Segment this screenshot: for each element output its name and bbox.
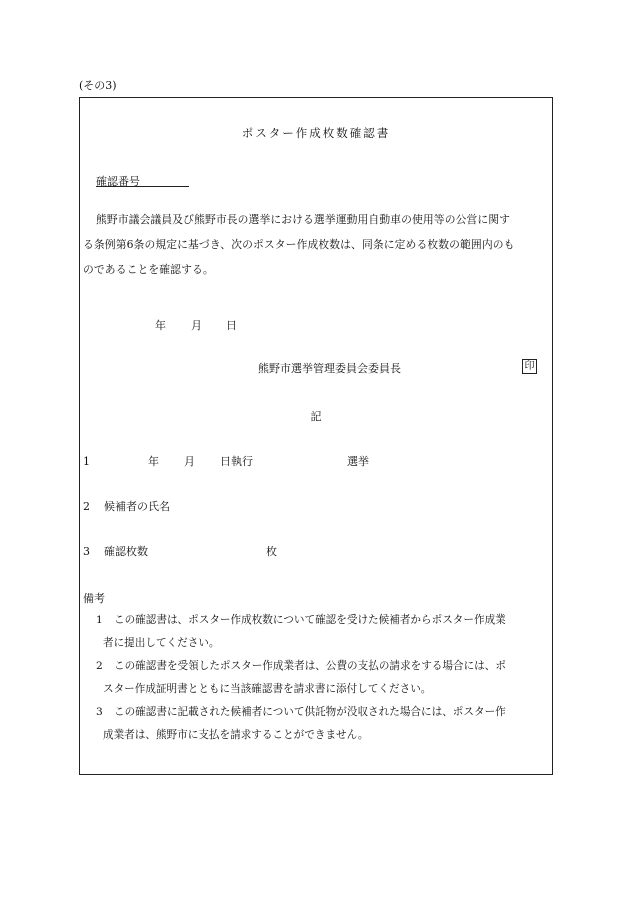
date-month-label: 月 xyxy=(191,319,202,332)
statement-line-2: る条例第6条の規定に基づき、次のポスター作成枚数は、同条に定める枚数の範囲内のも xyxy=(83,238,515,251)
notes-heading: 備考 xyxy=(83,592,105,605)
statement-line-1: 熊野市議会議員及び熊野市長の選挙における選挙運動用自動車の使用等の公営に関す xyxy=(96,213,511,226)
note-1-line-1: この確認書は、ポスター作成枚数について確認を受けた候補者からポスター作成業 xyxy=(114,614,506,626)
form-number-label: (その3) xyxy=(79,79,117,92)
item-1-election-label: 選挙 xyxy=(347,455,369,468)
note-3-line-1: この確認書に記載された候補者について供託物が没収された場合には、ポスター作 xyxy=(114,706,506,718)
note-2-line-1: この確認書を受領したポスター作成業者は、公費の支払の請求をする場合には、ポ xyxy=(114,660,506,672)
confirm-number-blank xyxy=(96,186,189,187)
document-frame xyxy=(79,97,553,775)
document-title: ポスター作成枚数確認書 xyxy=(241,126,391,140)
item-3-number: 3 xyxy=(83,545,90,558)
note-3-line-2: 成業者は、熊野市に支払を請求することができません。 xyxy=(103,729,369,741)
seal-mark: 印 xyxy=(522,359,537,374)
item-1-year-label: 年 xyxy=(148,455,159,468)
item-3-unit-label: 枚 xyxy=(266,545,277,558)
item-1-number: 1 xyxy=(83,455,90,468)
item-2-number: 2 xyxy=(83,500,90,513)
item-1-day-label: 日執行 xyxy=(220,455,253,468)
item-3-confirmed-count-label: 確認枚数 xyxy=(104,545,148,558)
item-1-month-label: 月 xyxy=(184,455,195,468)
confirm-number-label: 確認番号 xyxy=(96,175,140,188)
date-year-label: 年 xyxy=(155,319,166,332)
note-1-line-2: 者に提出してください。 xyxy=(103,637,220,649)
note-2-number: 2 xyxy=(96,660,103,672)
date-day-label: 日 xyxy=(226,319,237,332)
ki-heading: 記 xyxy=(310,410,322,423)
statement-line-3: のであることを確認する。 xyxy=(83,263,214,276)
note-1-number: 1 xyxy=(96,614,103,626)
note-3-number: 3 xyxy=(96,706,103,718)
item-2-candidate-name-label: 候補者の氏名 xyxy=(104,500,170,513)
issuer-title: 熊野市選挙管理委員会委員長 xyxy=(258,362,401,375)
note-2-line-2: スター作成証明書とともに当該確認書を請求書に添付してください。 xyxy=(103,683,432,695)
